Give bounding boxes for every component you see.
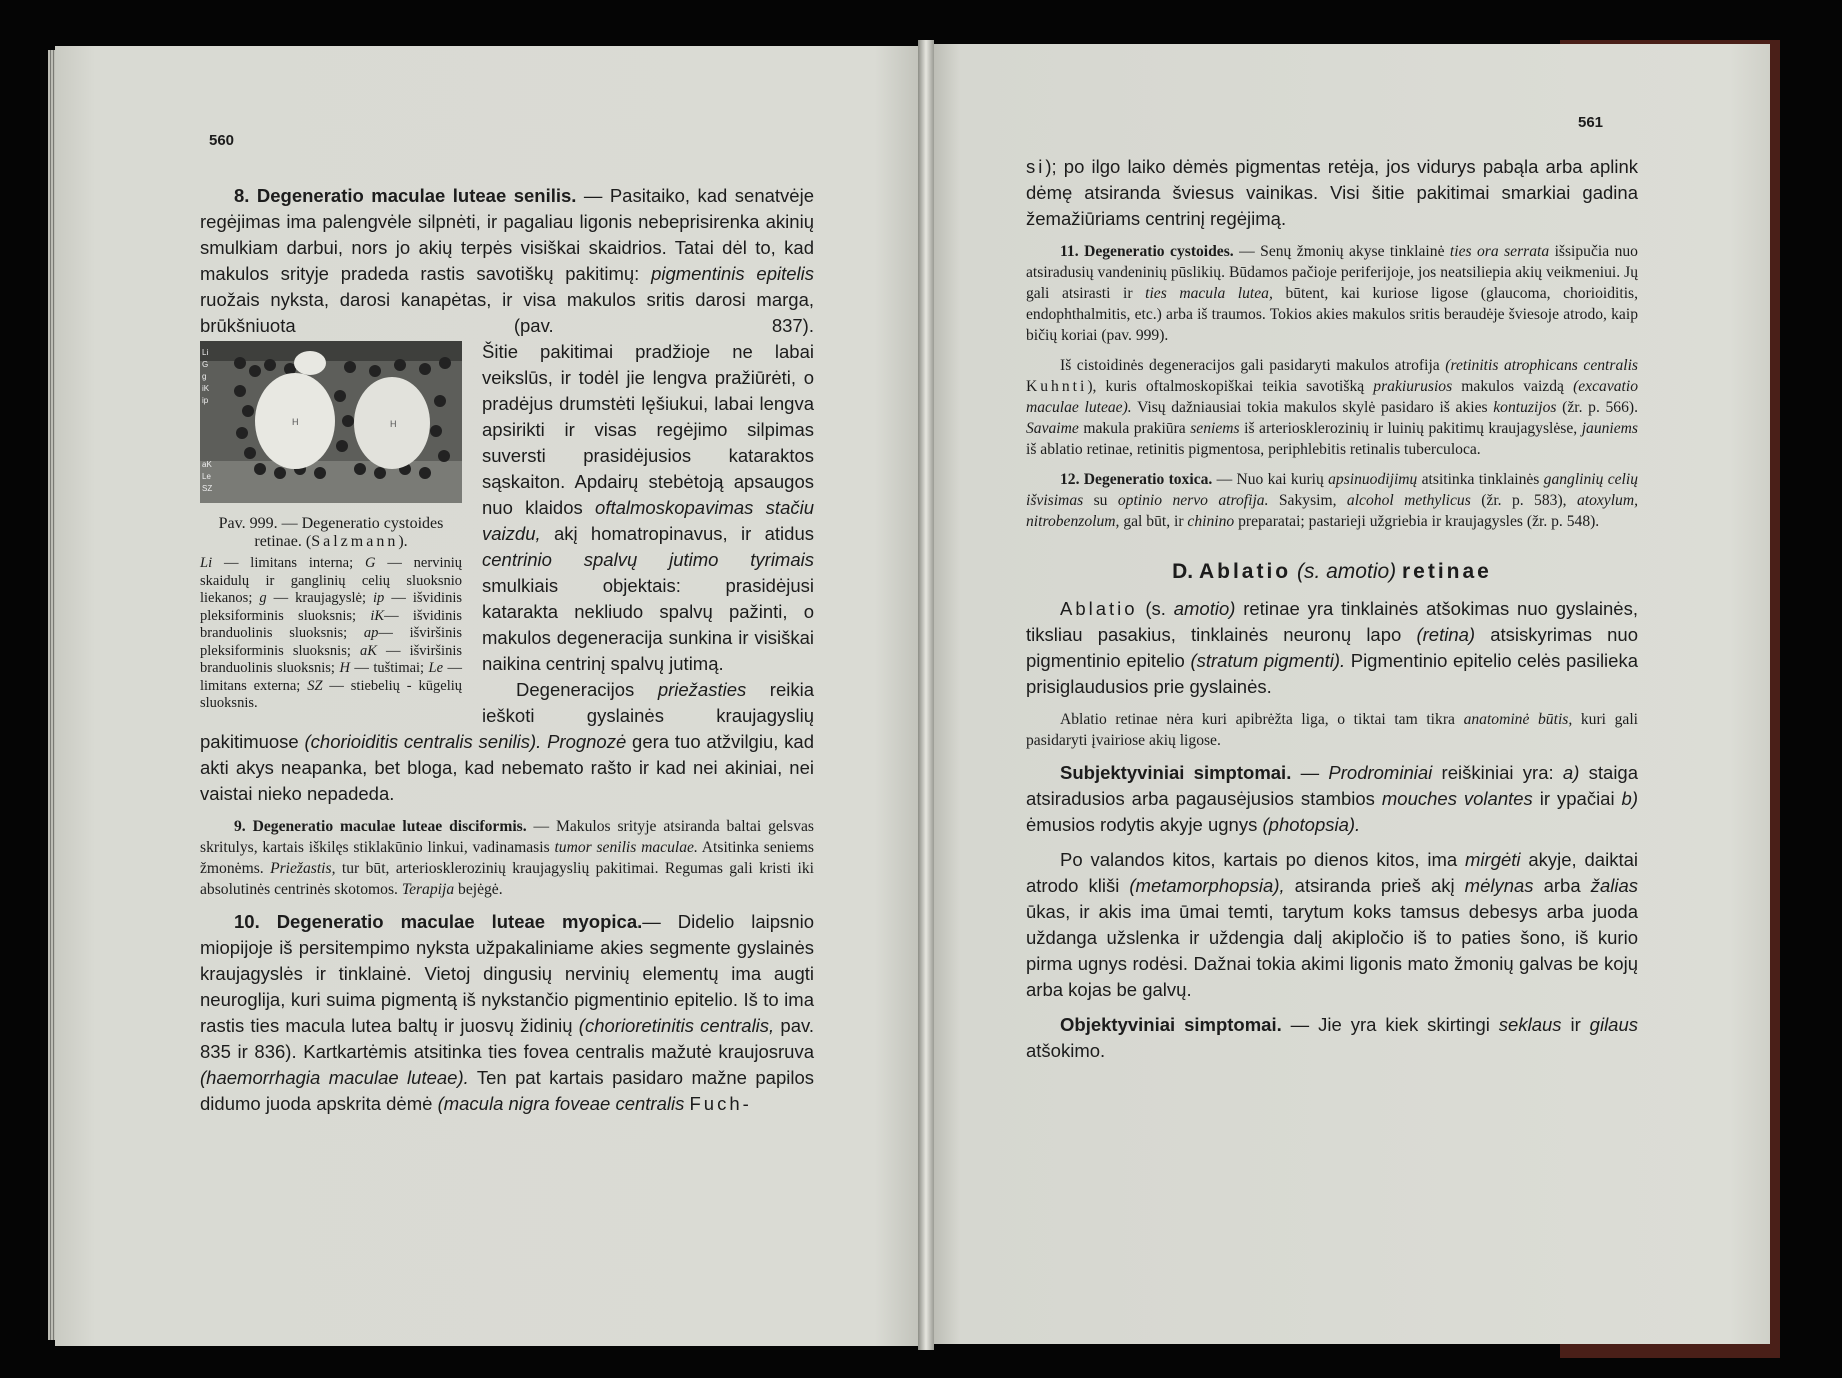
text-segment: Po valandos kitos, kartais po dienos kitos, ima (1060, 849, 1466, 870)
italic-text: Prodrominiai (1328, 762, 1433, 783)
spaced-text: Fuch- (689, 1093, 752, 1114)
text-segment: atšokimo. (1026, 1040, 1106, 1061)
text-segment: Sakysim, (1268, 492, 1347, 509)
fig-label-ip: ip (202, 396, 209, 405)
text-segment: (žr. p. 583), (1470, 492, 1577, 509)
italic-text: centrinio spalvų jutimo tyrimais (482, 549, 814, 570)
fig-label-g: g (202, 372, 207, 381)
italic-text: (chorioiditis centralis senilis). (304, 731, 542, 752)
text-segment: Ablatio retinae nėra kuri apibrėžta liga, o tiktai tam tikra (1060, 711, 1464, 728)
italic-text: optinio nervo atrofija. (1117, 492, 1269, 509)
text-segment: ir (1561, 1014, 1590, 1035)
page-number-right: 561 (1578, 114, 1604, 131)
italic-text: chinino (1187, 513, 1235, 530)
figure-999 (200, 341, 462, 713)
italic-text: ip (373, 590, 385, 606)
italic-text: anatominė būtis, (1463, 711, 1573, 728)
text-segment: atsiskyrimas nuo pigmentinio epitelio (1026, 624, 1639, 671)
text-segment: smulkiais objektais: prasidėjusi katarakta nekliudo spalvų pažinti, o makulos degeneracija sunkina ir visiškai naikina centrinį spalvų jutimą. (482, 575, 814, 674)
italic-text: (s. amotio) (1296, 560, 1397, 583)
italic-text: gilaus (1589, 1014, 1639, 1035)
italic-text: kontuzijos (1493, 399, 1557, 416)
italic-text: (excavatio maculae luteae). (1026, 378, 1638, 416)
italic-text: mėlynas (1464, 875, 1534, 896)
text-segment: Šitie pakitimai pradžioje ne labai veikslūs, ir todėl jie lengva pražiūrėti, o pradėjus drumstėti lęšiukui, labai lengva apsirikti ir visas regėjimo silpimas suversti prasidėjusios kataraktos sąskaiton. Apdairų stebėtoją apsaugos nuo klaidos (482, 341, 814, 518)
section-heading-ablatio (1026, 558, 1638, 586)
text-segment: retinae yra tinklainės atšokimas nuo gyslainės, tiksliau pasakius, tinklainės neuronų lapo (1026, 598, 1638, 645)
italic-text: mouches volantes (1381, 788, 1533, 809)
italic-text: a) (1562, 762, 1580, 783)
text-segment: akį homatropinavus, ir atidus (540, 523, 814, 544)
text-segment: ir ypačiai (1532, 788, 1622, 809)
italic-text: ganglinių celių išvisimas (1026, 471, 1638, 509)
text-segment: (žr. p. 566). (1556, 399, 1638, 416)
text-segment: — išvidinis pleksiforminis sluoksnis; (200, 590, 462, 624)
text-segment: — Nuo kai kurių (1212, 471, 1329, 488)
italic-text: atoxylum, nitrobenzolum, (1026, 492, 1638, 530)
bold-heading-text: 11. Degeneratio cystoides. (1060, 243, 1234, 260)
text-segment: ėmusios rodytis akyje ugnys (1026, 814, 1263, 835)
text-segment: gal būt, ir (1119, 513, 1188, 530)
paragraph-9 (200, 816, 814, 900)
fig-label-ak: aK (202, 460, 212, 469)
spaced-text: Kuhnti (1026, 378, 1088, 395)
text-segment: — išviršinis pleksiforminis sluoksnis; (200, 625, 462, 659)
paragraph-symptoms-detail (1026, 847, 1638, 1003)
spaced-text: si (1026, 156, 1046, 177)
text-segment: reikia ieškoti gyslainės kraujagyslių pakitimuose (200, 679, 814, 752)
text-segment: — išviršinis branduolinis sluoksnis; (200, 642, 462, 676)
italic-text: G (365, 555, 376, 571)
text-segment: — Jie yra kiek skirtingi (1281, 1014, 1499, 1035)
text-segment: — išvidinis branduolinis sluoksnis; (200, 607, 462, 641)
text-segment: ūkas, ir akis ima ūmai temti, tarytum koks tamsus debesys arba juoda uždanga užslenka ir uždengia dalį akipločio iš to paties šono, iš kurio pirma ugnys rodėsi. Dažnai tokia akimi ligonis mato žmonių galvas be kojų arba kojas be galvų. (1026, 901, 1638, 1000)
text-segment: — kraujagyslė; (266, 590, 374, 606)
text-segment: Pav. 999. — Degeneratio cystoides retinae. ( (218, 515, 444, 550)
italic-text: seklaus (1498, 1014, 1562, 1035)
bold-heading-text: Subjektyviniai simptomai. (1060, 762, 1292, 783)
fig-label-sz: SZ (202, 484, 213, 493)
italic-text: SZ (307, 677, 323, 694)
fig-label-ik: iK (202, 384, 210, 393)
fig-label-g-upper: G (202, 360, 209, 369)
paragraph-ablatio (1026, 596, 1638, 700)
text-segment: iš arteriosklerozinių ir luinių pakitimų kraujagyslėse, (1239, 420, 1582, 437)
italic-text: priežasties (657, 679, 747, 700)
italic-text: Terapija (401, 881, 455, 898)
text-segment: D. (1172, 560, 1199, 583)
fig-label-h1: H (292, 417, 299, 427)
italic-text: (macula nigra foveae centralis (437, 1093, 685, 1114)
text-segment: bejėgė. (454, 881, 503, 898)
retina-illustration (200, 341, 462, 503)
italic-text: žalias (1590, 875, 1638, 896)
text-segment: (s. (1137, 598, 1174, 619)
fig-label-li: Li (202, 348, 209, 357)
text-segment: būtent, kai kuriose ligose (glaucoma, chorioiditis, endophthalmitis, etc.) arba iš traumos. Tokios akies makulos sritis beraudėje šviesoje atrodo, kaip bičių koriai (pav. 999). (1026, 285, 1639, 344)
text-segment: — (1291, 762, 1329, 783)
bold-heading-text: 10. Degeneratio maculae luteae myopica. (234, 911, 643, 932)
text-segment: ); po ilgo laiko dėmės pigmentas retėja, jos vidurys pabąla arba aplink dėmę atsiranda šviesus vainikas. Visi šitie pakitimai smarkiai gadina žemažiūriams centrinį regėjimą. (1026, 156, 1638, 229)
paragraph-8 (200, 183, 814, 339)
text-segment: Visų dažniausiai tokia makulos skylė pasidaro iš akies (1131, 399, 1494, 416)
text-segment: atsiranda prieš akį (1284, 875, 1465, 896)
text-segment: atsitinka tinklainės (1417, 471, 1544, 488)
paragraph-11 (1026, 241, 1638, 346)
left-column (200, 183, 814, 1117)
text-segment: makula prakiūra (1078, 420, 1191, 437)
italic-text: ties ora serrata (1449, 243, 1550, 260)
text-segment: — Didelio laipsnio miopijoje iš persitempimo nyksta užpakaliniame akies segmente gyslainės kraujagyslės ir tinklainė. Vietoj dingusių nervinių elementų ima augti neuroglija, kuri suima pigmentą iš nykstančio pigmentinio epitelio. Iš to ima rastis ties macula lutea baltų ir juosvų židinių (200, 911, 814, 1036)
bold-heading-text: 12. Degeneratio toxica. (1060, 471, 1213, 488)
text-segment: akyje, daiktai atrodo kliši (1026, 849, 1638, 896)
text-segment: staiga atsiradusios arba pagausėjusios stambios (1026, 762, 1639, 809)
italic-text: alcohol methylicus (1346, 492, 1471, 509)
italic-text: seniems (1190, 420, 1240, 437)
book-spine (918, 40, 934, 1350)
italic-text: (metamorphopsia), (1129, 875, 1285, 896)
fig-label-h2: H (390, 419, 397, 429)
text-segment: — tuštimai; (349, 660, 429, 676)
text-segment: preparatai; pastarieji užgriebia ir kraujagysles (žr. p. 548). (1234, 513, 1600, 530)
italic-text: (retina) (1416, 624, 1476, 645)
italic-text: pigmentinis epitelis (651, 263, 814, 284)
italic-text: tumor senilis maculae. (554, 839, 698, 856)
text-segment: Iš cistoidinės degeneracijos gali pasidaryti makulos atrofija (1060, 357, 1446, 374)
italic-text: jauniems (1581, 420, 1638, 437)
paragraph-subjective-symptoms (1026, 760, 1638, 838)
italic-text: (stratum pigmenti). (1190, 650, 1346, 671)
paragraph-continued (1026, 154, 1638, 232)
figure-caption (200, 555, 462, 713)
text-segment: reiškiniai yra: (1432, 762, 1563, 783)
italic-text: apsinuodijimų (1328, 471, 1418, 488)
italic-text: Savaime (1026, 420, 1079, 437)
bold-heading-text: 9. Degeneratio maculae luteae disciformis. (234, 818, 527, 835)
text-segment: — limitans externa; (200, 660, 463, 694)
italic-text: ap (363, 625, 379, 641)
italic-text: Le (428, 660, 444, 676)
text-segment: — Makulos srityje atsiranda baltai gelsvas skritulys, kartais iškilęs stiklakūnio linkui, vadinamasis (200, 818, 814, 856)
text-segment: gera tuo atžvilgiu, kad akti akys neapanka, bet bloga, kad nebemato rašto ir kad nei akiniai, nei vaistai nieko nepadeda. (200, 731, 814, 804)
spaced-text: retinae (1402, 560, 1492, 583)
italic-text: (photopsia). (1262, 814, 1361, 835)
spaced-text: Ablatio (1060, 598, 1138, 619)
text-segment: — nervinių skaidulų ir ganglinių celių sluoksnio liekanos; (200, 555, 462, 606)
text-segment: Pigmentinio epitelio celės pasilieka prisiglaudusios prie gyslainės. (1026, 650, 1638, 697)
spaced-text: Salzmann (311, 533, 399, 550)
italic-text: Priežastis, (270, 860, 336, 877)
paragraph-ablatio-note (1026, 709, 1638, 751)
italic-text: H (339, 660, 350, 676)
text-segment: iš ablatio retinae, retinitis pigmentosa, periphlebitis retinalis tuberculoca. (1026, 441, 1481, 458)
italic-text: aK (360, 642, 377, 659)
right-column (1026, 154, 1638, 1064)
paragraph-11-atrophy (1026, 355, 1638, 460)
italic-text: b) (1621, 788, 1638, 809)
bold-heading-text: Objektyviniai simptomai. (1060, 1014, 1282, 1035)
section-8-continued (200, 339, 814, 807)
text-segment: — Pasitaiko, kad senatvėje regėjimas ima palengvėle silpnėti, ir pagaliau ligonis nebeprisirenka akinių smulkiam darbui, nors jo akių terpės visiškai skaidrios. Tatai dėl to, kad makulos srityje pradeda rastis savotiškų pakitimų: (200, 185, 814, 284)
fig-label-le: Le (202, 472, 211, 481)
italic-text: amotio) (1173, 598, 1236, 619)
text-segment: Degeneracijos (516, 679, 658, 700)
text-segment: ruožais nyksta, darosi kanapėtas, ir visa makulos sritis darosi marga, brūkšniuota (pav. 837). (200, 289, 814, 336)
italic-text: (chorioretinitis centralis, (578, 1015, 775, 1036)
figure-title (200, 515, 462, 551)
text-segment: ), kuris oftalmoskopiškai teikia savotišką (1087, 378, 1374, 395)
paragraph-10 (200, 909, 814, 1117)
text-segment: ). (398, 533, 408, 550)
page-number-left: 560 (209, 132, 235, 149)
text-segment: išsipučia nuo atsiradusių vandeninių pūslikių. Būdamos pačioje periferijoje, jos neatsiliepia akių veikmeniui. Jų gali atsirasti ir (1026, 243, 1638, 302)
italic-text: g (259, 590, 267, 606)
text-segment: makulos vaizdą (1452, 378, 1574, 395)
text-segment: pav. 835 ir 836). Kartkartėmis atsitinka ties fovea centralis mažutė kraujosruva (200, 1015, 814, 1062)
italic-text: (retinitis atrophicans centralis (1445, 357, 1638, 374)
italic-text: mirgėti (1465, 849, 1521, 870)
italic-text: prakiurusios (1373, 378, 1453, 395)
paragraph-12 (1026, 469, 1638, 532)
text-segment: Atsitinka seniems žmonėms. (200, 839, 814, 877)
text-segment: tur būt, arteriosklerozinių kraujagyslių pakitimai. Regumas gali kristi iki absolutinės centrinės skotomos. (200, 860, 814, 898)
italic-text: iK (370, 607, 385, 624)
text-segment: — limitans interna; (212, 555, 365, 571)
text-segment: kuri gali pasidaryti įvairiose akių ligose. (1026, 711, 1638, 749)
text-segment: — Senų žmonių akyse tinklainė (1233, 243, 1450, 260)
text-segment: arba (1533, 875, 1591, 896)
italic-text: Li (200, 555, 213, 571)
text-segment: — stiebelių - kūgelių sluoksnis. (200, 677, 462, 711)
italic-text: Prognozė (547, 731, 627, 752)
text-segment: Ten pat kartais pasidaro mažne papilos didumo juoda apskrita dėmė (200, 1067, 815, 1114)
bold-heading-text: 8. Degeneratio maculae luteae senilis. (234, 185, 577, 206)
text-segment: su (1083, 492, 1118, 509)
italic-text: oftalmoskopavimas stačiu vaizdu, (482, 497, 815, 544)
italic-text: (haemorrhagia maculae luteae). (200, 1067, 469, 1088)
italic-text: ties macula lutea, (1145, 285, 1273, 302)
paragraph-objective-symptoms (1026, 1012, 1638, 1064)
spaced-text: Ablatio (1198, 560, 1292, 583)
